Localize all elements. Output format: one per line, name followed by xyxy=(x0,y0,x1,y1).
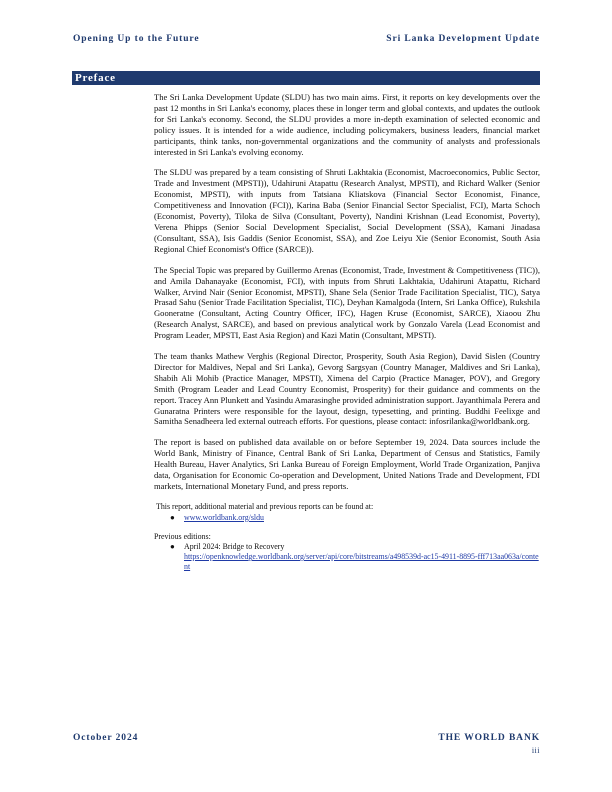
preface-body xyxy=(154,92,540,572)
running-header-series: Sri Lanka Development Update xyxy=(386,34,540,44)
section-title-bar xyxy=(72,71,540,85)
running-header-title: Opening Up to the Future xyxy=(73,34,200,44)
paragraph-team: The SLDU was prepared by a team consisting of Shruti Lakhtakia (Economist, Macroeconomics, Public Sector, Trade and Investment (MPSTI)), Udahiruni Atapattu (Research Analyst, MPSTI), and Richard Walker (Senior Economist, MPSTI), with inputs from Tatsiana Kliatskova (Financial Sector Economist, Finance, Competitiveness and Innovation (FCI)), Karina Baba (Senior Financial Sector Specialist, FCI), Marta Schoch (Economist, Poverty), Tiloka de Silva (Consultant, Poverty), Nandini Krishnan (Lead Economist, Poverty), Verena Phipps (Senior Social Development Specialist, Social Development (SSA), Kamani Jinadasa (Consultant, SSA), Isis Gaddis (Senior Economist, SSA), and Zoe Leiyu Xie (Senior Economist, South Asia Regional Chief Economist's Office (SARCE)). xyxy=(154,167,540,254)
footer-publisher: THE WORLD BANK xyxy=(438,733,540,743)
paragraph-special-topic: The Special Topic was prepared by Guillermo Arenas (Economist, Trade, Investment & Competitiveness (TIC)), and Amila Dahanayake (Economist, FCI), with inputs from Shruti Lakhtakia, Udahiruni Atapattu, Richard Walker, Arvind Nair (Senior Economist, MPSTI), Shane Sela (Senior Trade Facilitation Specialist, TIC), Satya Prasad Sahu (Senior Trade Facilitation Specialist, TIC), Deyhan Kamalgoda (Intern, Sri Lanka Office), Rukshila Gooneratne (Consultant, Acting Country Officer, IFC), Hagen Kruse (Economist, SARCE), Xiaoou Zhu (Research Analyst, SARCE), and based on previous analytical work by Gonzalo Varela (Lead Economist and Program Leader, MPSTI, East Asia Region) and Kazi Matin (Consultant, MPSTI). xyxy=(154,264,540,341)
paragraph-aims: The Sri Lanka Development Update (SLDU) has two main aims. First, it reports on key developments over the past 12 months in Sri Lanka's economy, places these in longer term and global contexts, and updates the outlook for Sri Lanka's economy. Second, the SLDU provides a more in-depth examination of selected economic and policy issues. It is intended for a wide audience, including policymakers, business leaders, financial market participants, think tanks, non-governmental organizations and the community of analysts and professionals interested in Sri Lanka's evolving economy. xyxy=(154,92,540,157)
paragraph-data-sources: The report is based on published data available on or before September 19, 2024. Data sources include the World Bank, Ministry of Finance, Central Bank of Sri Lanka, Department of Census and Statistics, Family Health Bureau, Haver Analytics, Sri Lanka Bureau of Foreign Employment, World Trade Organization, Panjiva data, Organisation for Economic Co-operation and Development, United Nations Trade and Development, FDI markets, International Monetary Fund, and press reports. xyxy=(154,437,540,491)
paragraph-acknowledgements: The team thanks Mathew Verghis (Regional Director, Prosperity, South Asia Region), David Sislen (Country Director for Maldives, Nepal and Sri Lanka), Gevorg Sargsyan (Country Manager, Maldives and Sri Lanka), Shabih Ali Mohib (Practice Manager, MPSTI), Ximena del Carpio (Practice Manager, POV), and Gregory Smith (Program Leader and Lead Country Economist, Prosperity) for their guidance and comments on the report. Tracey Ann Plunkett and Yasindu Amarasinghe provided administration support. Jayanthimala Perera and Gunaratna Printers were responsible for the layout, design, typesetting, and printing. Buddhi Feelixge and Samitha Senadheera led external outreach efforts. For questions, please contact: infosrilanka@worldbank.org. xyxy=(154,351,540,427)
page-number: iii xyxy=(531,746,540,755)
availability-note: This report, additional material and previous reports can be found at: xyxy=(156,501,374,511)
previous-editions-label: Previous editions: xyxy=(154,531,211,541)
list-item xyxy=(154,513,540,523)
edition-link[interactable]: https://openknowledge.worldbank.org/server/api/core/bitstreams/a498539d-ac15-4911-8895-fff713aa063a/content xyxy=(184,552,539,571)
sldu-link[interactable]: www.worldbank.org/sldu xyxy=(184,512,264,522)
footer-date: October 2024 xyxy=(73,733,139,743)
bullet-icon: ● xyxy=(170,542,175,552)
bullet-icon: ● xyxy=(170,512,175,522)
section-title: Preface xyxy=(75,72,116,84)
list-item xyxy=(154,542,540,571)
edition-title: April 2024: Bridge to Recovery xyxy=(184,542,285,552)
